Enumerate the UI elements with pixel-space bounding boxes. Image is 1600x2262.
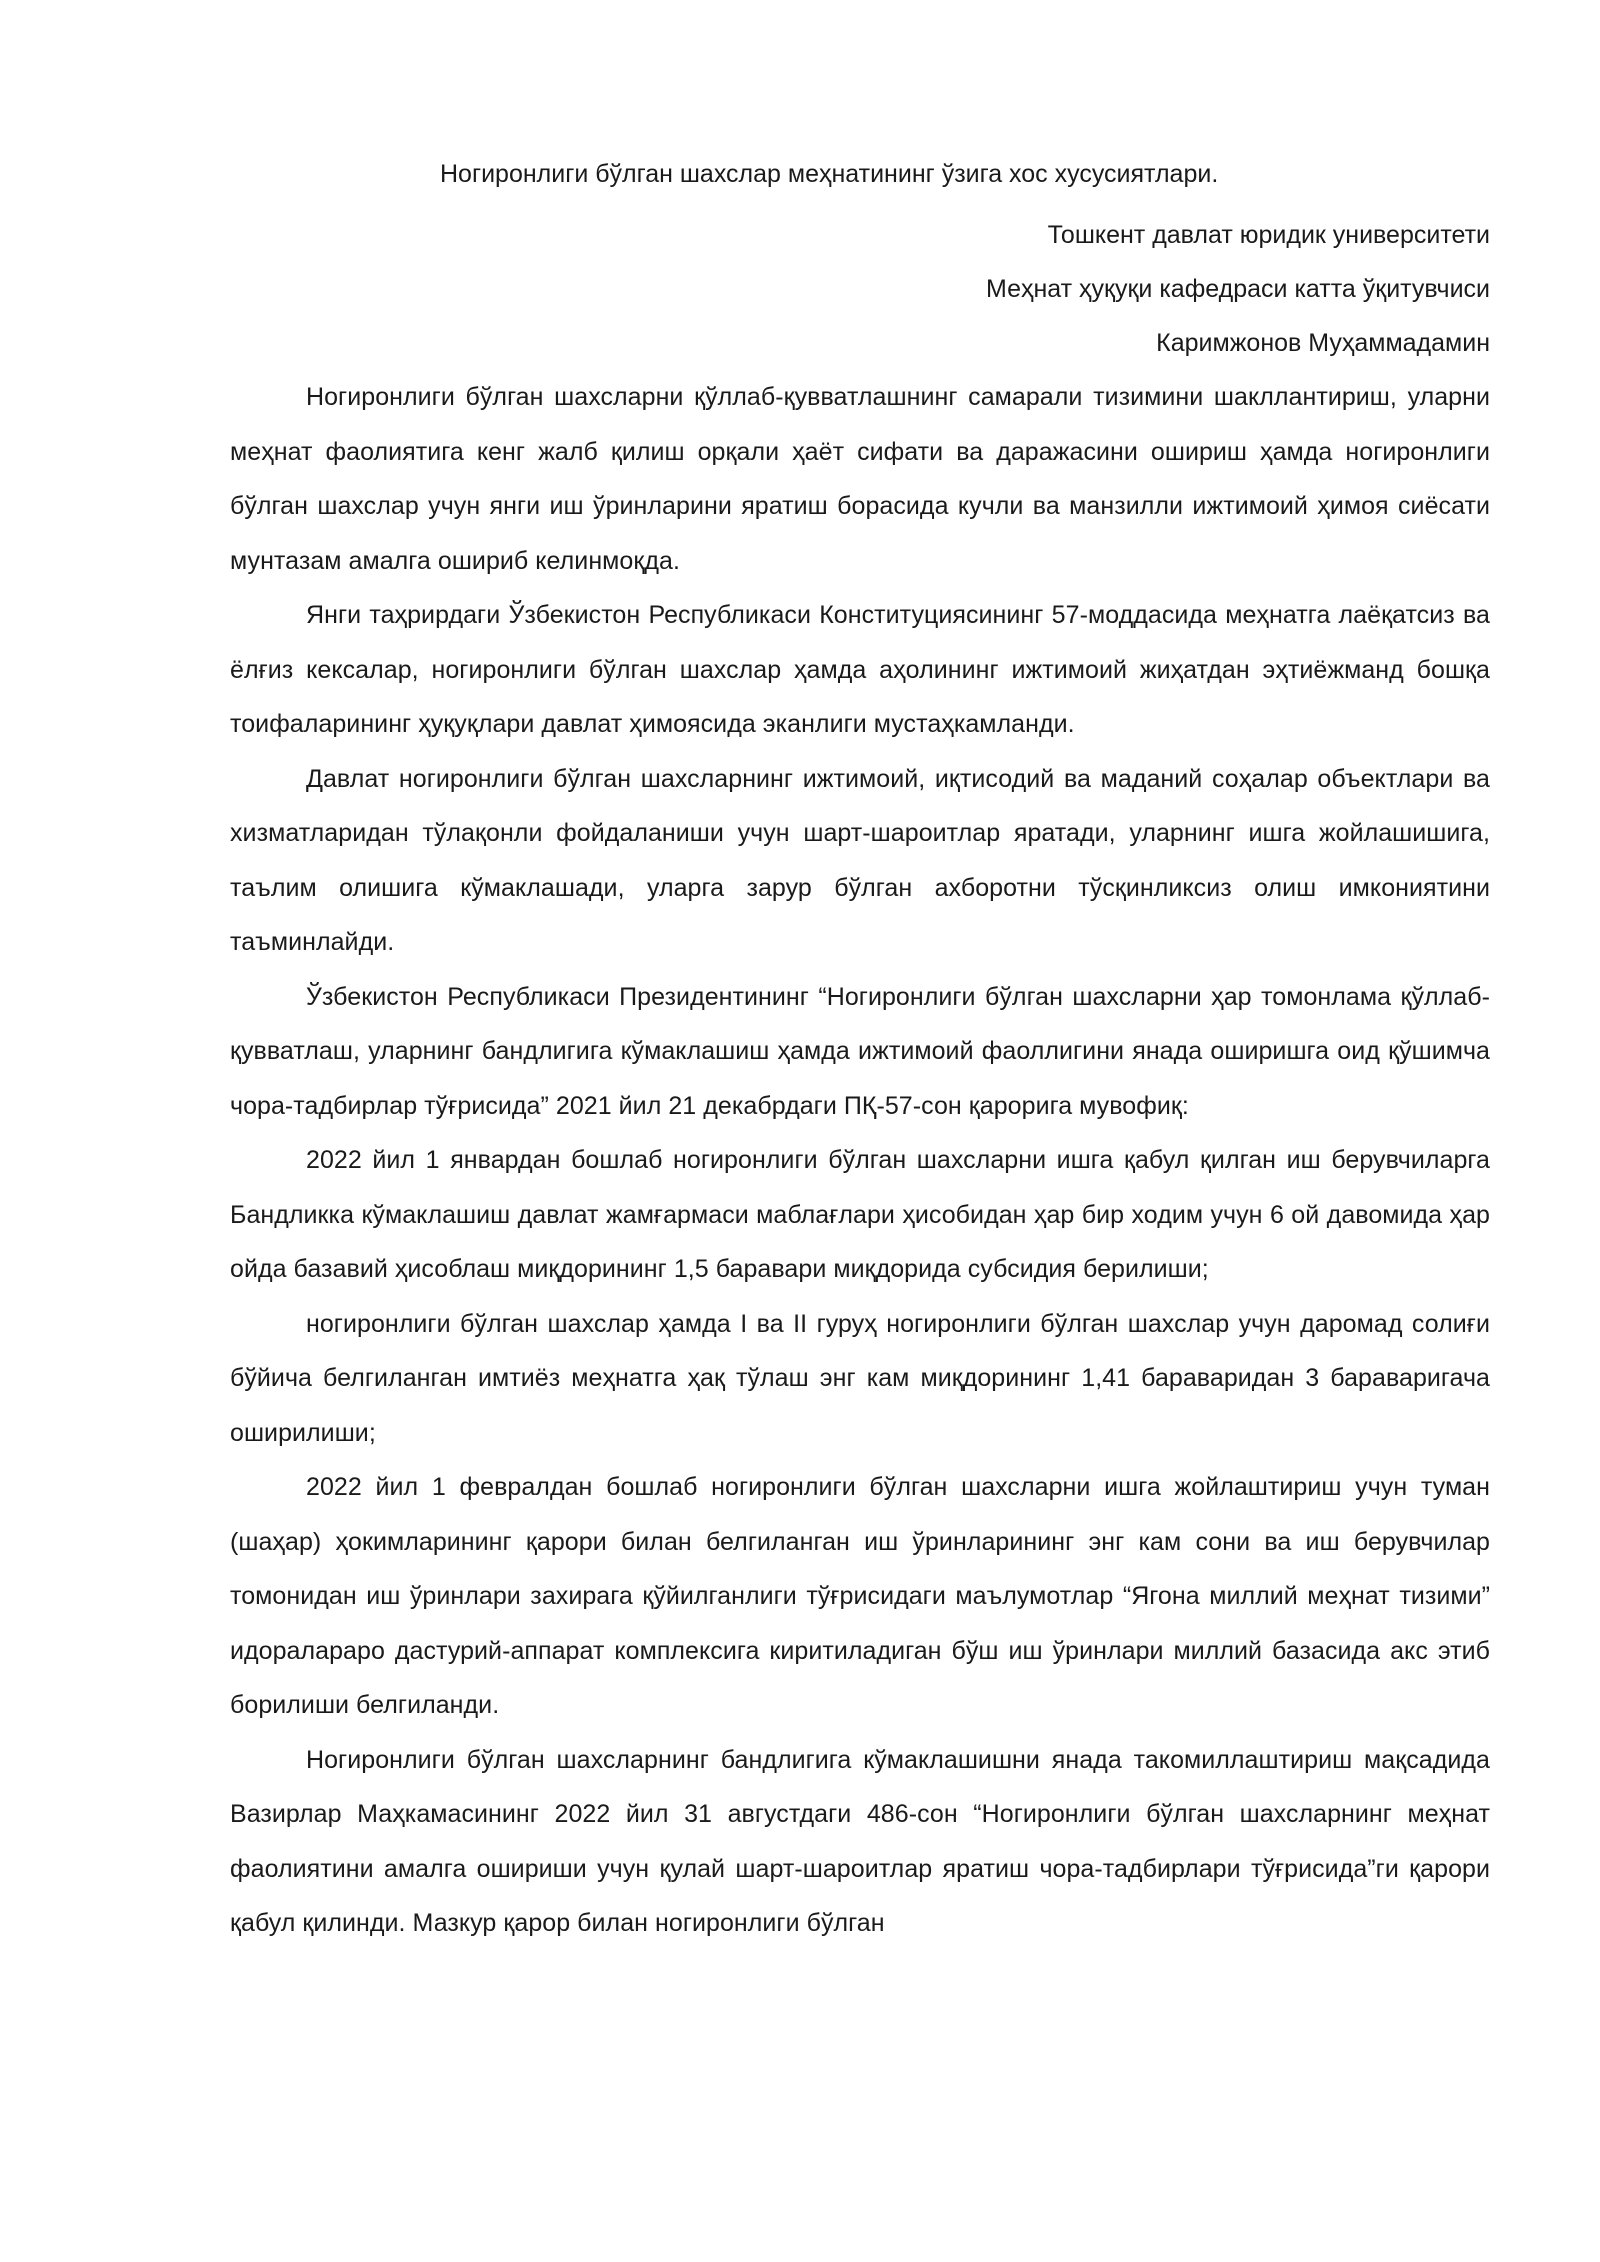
paragraph-1: Ногиронлиги бўлган шахсларни қўллаб-қувватлашнинг самарали тизимини шакллантириш, уларни меҳнат фаолиятига кенг жалб қилиш орқали ҳаёт сифати ва даражасини ошириш ҳамда ногиронлиги бўлган шахслар учун янги иш ўринларини яратиш борасида кучли ва манзилли ижтимоий ҳимоя сиёсати мунтазам амалга ошириб келинмоқда. [230, 383, 1490, 575]
affiliation-author: Каримжонов Муҳаммадамин [1156, 329, 1490, 357]
paragraph-7: 2022 йил 1 февралдан бошлаб ногиронлиги бўлган шахсларни ишга жойлаштириш учун туман (шаҳар) ҳокимларининг қарори билан белгиланган иш ўринларининг энг кам сони ва иш берувчилар томонидан иш ўринлари захирага қўйилганлиги тўғрисидаги маълумотлар “Ягона миллий меҳнат тизими” идоралараро дастурий-аппарат комплексига киритиладиган бўш иш ўринлари миллий базасида акс этиб борилиши белгиланди. [230, 1473, 1490, 1719]
document-title: Ногиронлиги бўлган шахслар меҳнатининг ўзига хос хусусиятлари. [440, 160, 1219, 188]
paragraph-2: Янги таҳрирдаги Ўзбекистон Республикаси Конституциясининг 57-моддасида меҳнатга лаёқатсиз ва ёлғиз кексалар, ногиронлиги бўлган шахслар ҳамда аҳолининг ижтимоий жиҳатдан эҳтиёжманд бошқа тоифаларининг ҳуқуқлари давлат ҳимоясида эканлиги мустаҳкамланди. [230, 601, 1490, 738]
paragraph-4: Ўзбекистон Республикаси Президентининг “Ногиронлиги бўлган шахсларни ҳар томонлама қўллаб-қувватлаш, уларнинг бандлигига кўмаклашиш ҳамда ижтимоий фаоллигини янада оширишга оид қўшимча чора-тадбирлар тўғрисида” 2021 йил 21 декабрдаги ПҚ-57-сон қарорига мувофиқ: [230, 982, 1490, 1120]
paragraph-3: Давлат ногиронлиги бўлган шахсларнинг ижтимоий, иқтисодий ва маданий соҳалар объектлари ва хизматларидан тўлақонли фойдаланиши учун шарт-шароитлар яратади, уларнинг ишга жойлашишига, таълим олишига кўмаклашади, уларга зарур бўлган ахборотни тўсқинликсиз олиш имкониятини таъминлайди. [230, 764, 1490, 956]
affiliation-university: Тошкент давлат юридик университети [1047, 221, 1490, 249]
paragraph-6: ногиронлиги бўлган шахслар ҳамда I ва II гуруҳ ногиронлиги бўлган шахслар учун даромад солиғи бўйича белгиланган имтиёз меҳнатга ҳақ тўлаш энг кам миқдорининг 1,41 бараваридан 3 бараваригача оширилиши; [230, 1309, 1490, 1447]
paragraph-8: Ногиронлиги бўлган шахсларнинг бандлигига кўмаклашишни янада такомиллаштириш мақсадида Вазирлар Маҳкамасининг 2022 йил 31 августдаги 486-сон “Ногиронлиги бўлган шахсларнинг меҳнат фаолиятини амалга ошириши учун қулай шарт-шароитлар яратиш чора-тадбирлари тўғрисида”ги қарори қабул қилинди. Мазкур қарор билан ногиронлиги бўлган [230, 1745, 1490, 1937]
affiliation-position: Меҳнат ҳуқуқи кафедраси катта ўқитувчиси [985, 275, 1490, 303]
affiliation-block [230, 208, 1490, 370]
document-body [230, 370, 1490, 1951]
document-page [230, 152, 1490, 1951]
paragraph-5: 2022 йил 1 январдан бошлаб ногиронлиги бўлган шахсларни ишга қабул қилган иш берувчиларга Бандликка кўмаклашиш давлат жамғармаси маблағлари ҳисобидан ҳар бир ходим учун 6 ой давомида ҳар ойда базавий ҳисоблаш миқдорининг 1,5 баравари миқдорида субсидия берилиши; [230, 1146, 1490, 1283]
